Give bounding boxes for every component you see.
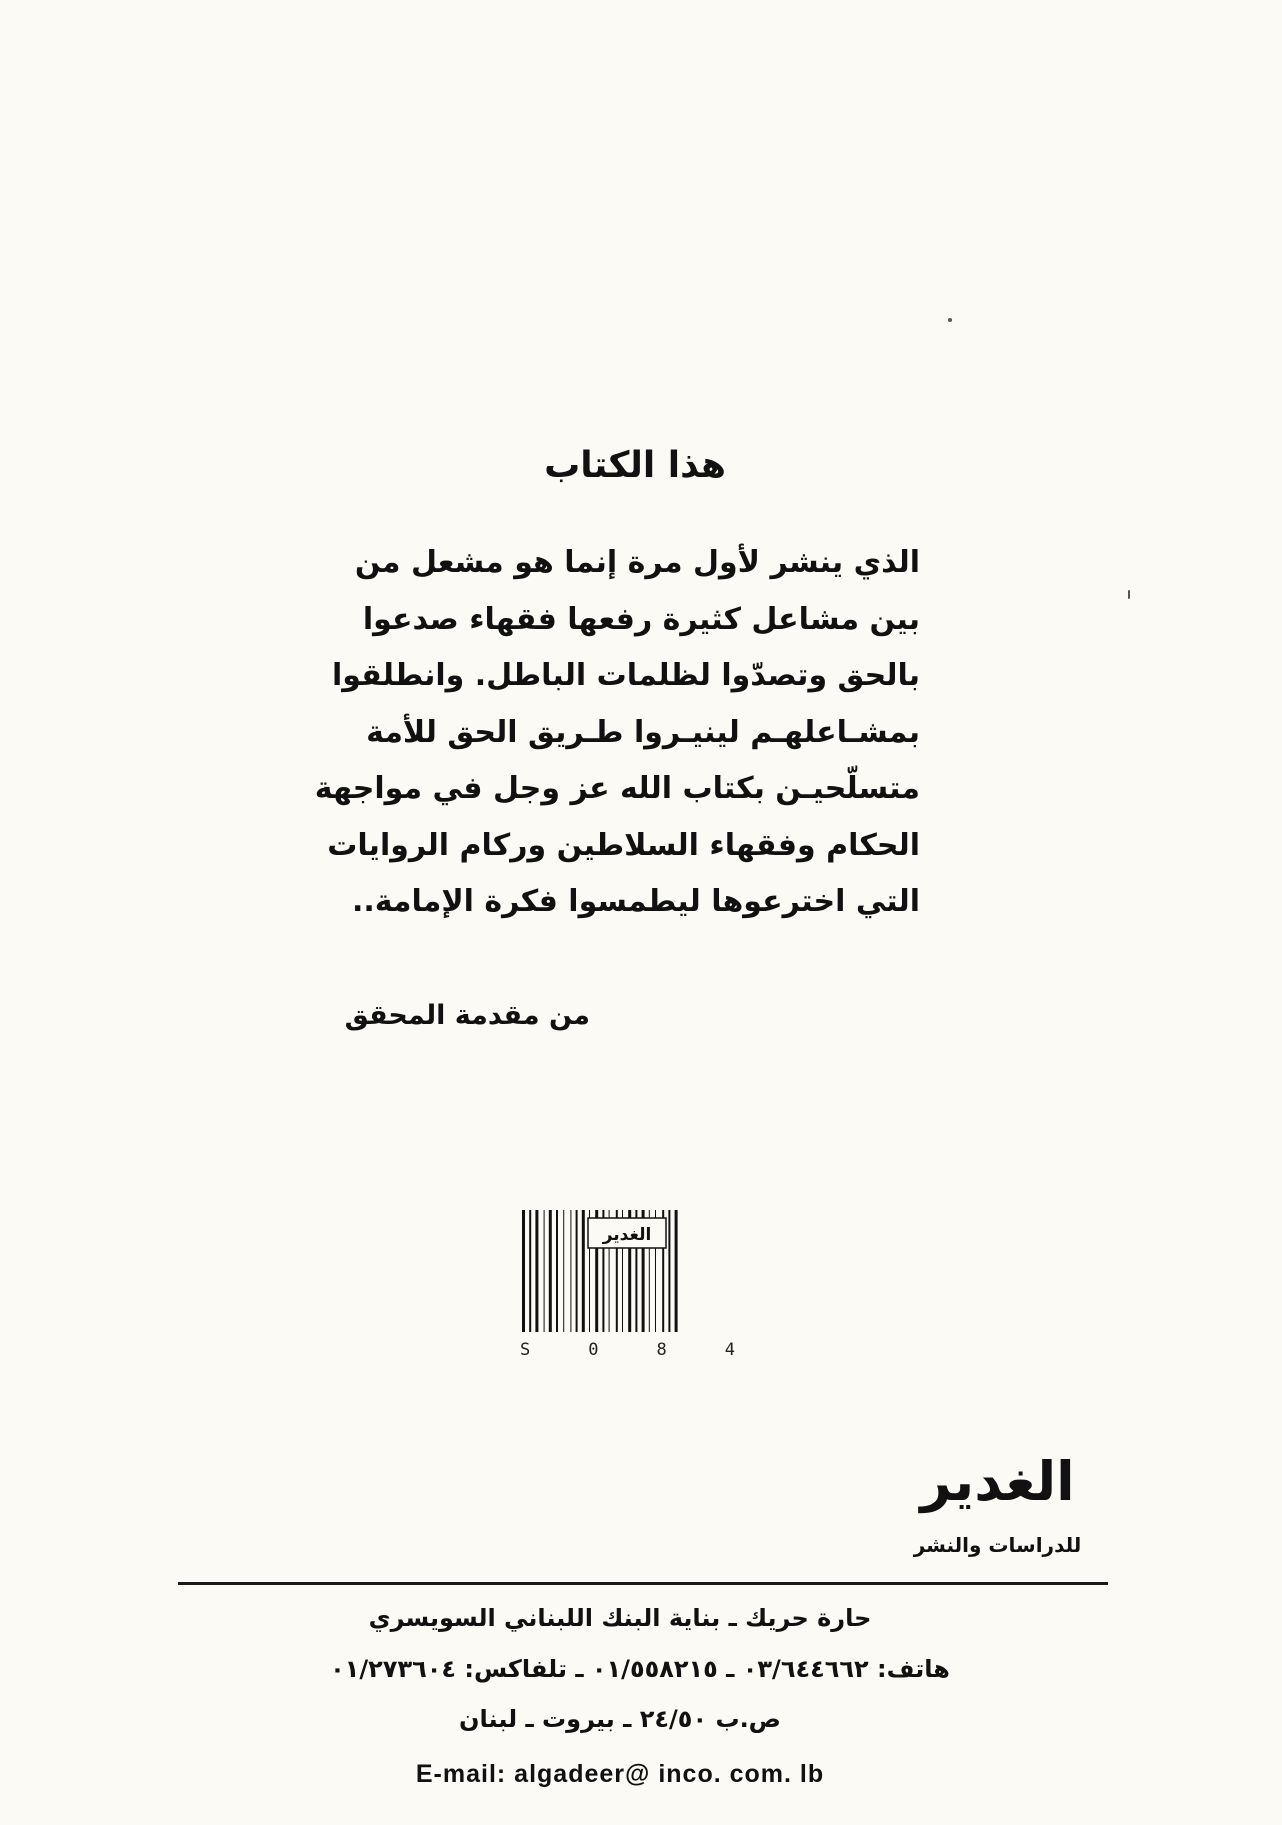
- logo-tagline: للدراسات والنشر: [913, 1533, 1082, 1557]
- logo-name: الغدير: [920, 1450, 1075, 1513]
- barcode-bar: [544, 1210, 545, 1332]
- phone-line: هاتف: ٠٣/٦٤٤٦٦٢ ـ ٠١/٥٥٨٢١٥ ـ تلفاكس: ٠١/٢٧٣٦٠٤: [330, 1655, 950, 1683]
- barcode-digit: S: [520, 1340, 531, 1360]
- paper-speck: [1128, 590, 1130, 599]
- barcode-digit: 8: [656, 1340, 667, 1360]
- blurb-line: بين مشاعل كثيرة رفعها فقهاء صدعوا: [362, 601, 920, 637]
- cover-heading: هذا الكتاب: [544, 445, 726, 486]
- barcode-bar: [576, 1210, 578, 1332]
- barcode-bar: [675, 1210, 678, 1332]
- blurb-line: الحكام وفقهاء السلاطين وركام الروايات: [327, 827, 920, 863]
- blurb-line: بالحق وتصدّوا لظلمات الباطل. وانطلقوا: [331, 658, 920, 693]
- barcode: [520, 1210, 735, 1360]
- barcode-label: الغدير: [602, 1225, 652, 1245]
- barcode-bar: [668, 1210, 670, 1332]
- po-box-line: ص.ب ٢٤/٥٠ ـ بيروت ـ لبنان: [459, 1705, 781, 1733]
- blurb-paragraph: [314, 535, 920, 931]
- barcode-digit: 0: [588, 1340, 599, 1360]
- barcode-bar: [535, 1210, 538, 1332]
- barcode-bar: [556, 1210, 558, 1332]
- divider-line: [178, 1582, 1108, 1585]
- publisher-logo: [910, 1450, 1085, 1575]
- barcode-digits: [520, 1340, 735, 1360]
- paper-speck: [948, 318, 952, 322]
- barcode-bar: [563, 1210, 564, 1332]
- blurb-line: بمشـاعلهـم لينيـروا طـريق الحق للأمة: [366, 714, 920, 750]
- blurb-line: الذي ينشر لأول مرة إنما هو مشعل من: [354, 545, 920, 580]
- blurb-line: التي اخترعوها ليطمسوا فكرة الإمامة..: [351, 884, 920, 919]
- email-line: E-mail: algadeer@ inco. com. lb: [415, 1760, 825, 1788]
- barcode-bar: [582, 1210, 585, 1332]
- blurb-line: متسلّحيـن بكتاب الله عز وجل في مواجهة: [314, 771, 920, 806]
- attribution: من مقدمة المحقق: [344, 1000, 590, 1031]
- barcode-bar: [549, 1210, 552, 1332]
- barcode-bar: [529, 1210, 531, 1332]
- barcode-bar: [570, 1210, 571, 1332]
- barcode-bar: [522, 1210, 525, 1332]
- barcode-digit: 4: [724, 1340, 735, 1360]
- address-line: حارة حريك ـ بناية البنك اللبناني السويسري: [368, 1604, 872, 1632]
